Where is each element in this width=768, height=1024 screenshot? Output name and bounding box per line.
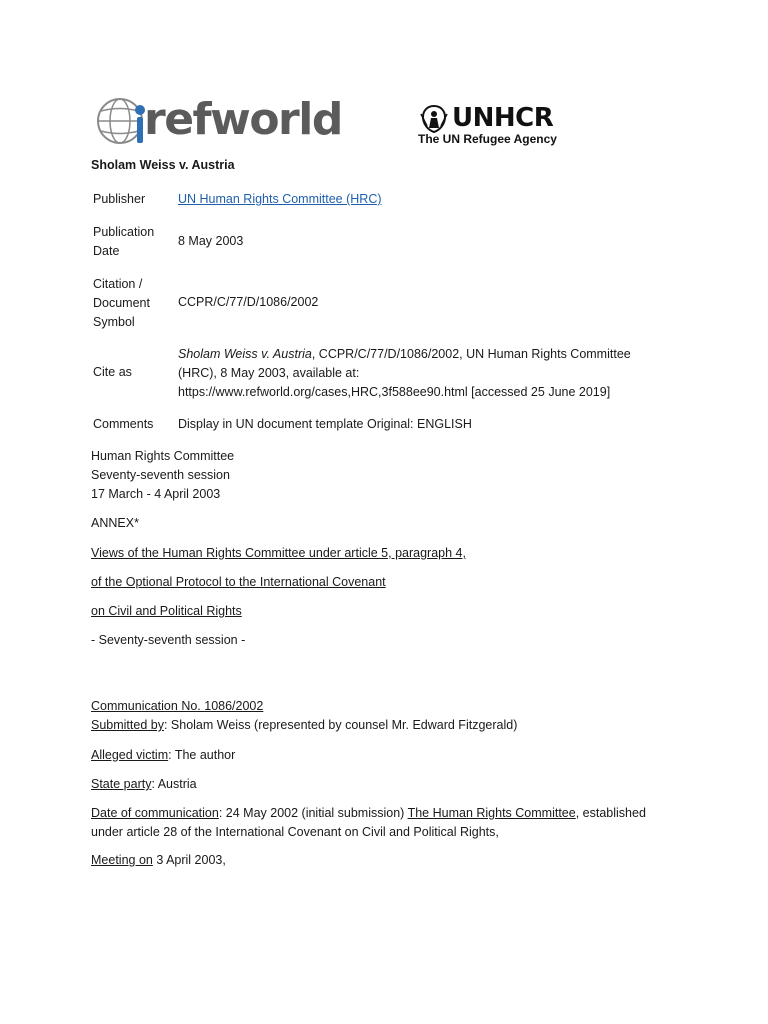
hrc-label: The Human Rights Committee — [407, 806, 576, 820]
state-label: State party — [91, 777, 152, 791]
submitted-by — [91, 716, 517, 735]
unhcr-emblem-icon — [418, 104, 450, 134]
refworld-logo[interactable] — [96, 94, 366, 150]
views-line-2: of the Optional Protocol to the International Covenant — [91, 575, 386, 589]
meeting-label: Meeting on — [91, 853, 153, 867]
communication-number: Communication No. 1086/2002 — [91, 699, 264, 713]
alleged-victim — [91, 746, 235, 765]
meta-label: Publisher — [93, 192, 146, 206]
cite-title: Sholam Weiss v. Austria — [178, 347, 312, 361]
unhcr-wordmark: UNHCR — [452, 103, 554, 133]
cite-rest: , CCPR/C/77/D/1086/2002, UN Human Rights Committee — [311, 347, 631, 361]
submitted-value: : Sholam Weiss (represented by counsel Mr. Edward Fitzgerald) — [163, 718, 518, 732]
unhcr-tagline: The UN Refugee Agency — [418, 132, 557, 146]
cite-line-2: (HRC), 8 May 2003, available at: — [178, 366, 360, 380]
communication-info — [91, 697, 517, 735]
state-party — [91, 775, 197, 794]
submitted-label: Submitted by — [91, 718, 164, 732]
meta-label: Citation / Document Symbol — [93, 277, 150, 329]
session-name: Seventy-seventh session — [91, 468, 230, 482]
meta-row-cite-as — [93, 345, 693, 403]
date-line-1 — [91, 804, 671, 823]
meta-value: CCPR/C/77/D/1086/2002 — [178, 295, 319, 309]
date-line-2: under article 28 of the International Covenant on Civil and Political Rights, — [91, 825, 499, 839]
meta-row-comments — [93, 415, 693, 435]
unhcr-logo[interactable] — [418, 104, 568, 148]
views-line-3: on Civil and Political Rights — [91, 604, 242, 618]
meta-value — [178, 190, 648, 209]
meta-value — [178, 345, 658, 402]
victim-value: : The author — [168, 748, 236, 762]
meta-value: Display in UN document template Original: ENGLISH — [178, 417, 472, 431]
refworld-wordmark: refworld — [144, 94, 342, 145]
state-value: : Austria — [151, 777, 197, 791]
victim-label: Alleged victim — [91, 748, 169, 762]
meta-value: 8 May 2003 — [178, 234, 244, 248]
meta-row-citation — [93, 275, 693, 333]
meta-label: Publication Date — [93, 225, 155, 258]
header-logos — [96, 94, 576, 154]
date-value: : 24 May 2002 (initial submission) — [218, 806, 408, 820]
hrc-value: , established — [575, 806, 646, 820]
cite-line-3: https://www.refworld.org/cases,HRC,3f588ee90.html [accessed 25 June 2019] — [178, 385, 611, 399]
date-of-communication — [91, 804, 671, 842]
committee-name: Human Rights Committee — [91, 449, 235, 463]
meta-row-publisher — [93, 190, 693, 210]
cite-line-1 — [178, 345, 658, 364]
date-label: Date of communication — [91, 806, 219, 820]
annex-heading: ANNEX* — [91, 516, 139, 530]
meeting-value: 3 April 2003, — [152, 853, 226, 867]
globe-icon — [96, 94, 146, 148]
meta-label: Cite as — [93, 365, 132, 379]
meeting-on — [91, 851, 226, 870]
meta-label: Comments — [93, 417, 154, 431]
session-dash: - Seventy-seventh session - — [91, 633, 246, 647]
publisher-link[interactable]: UN Human Rights Committee (HRC) — [178, 192, 382, 206]
document-title: Sholam Weiss v. Austria — [91, 158, 235, 172]
session-dates: 17 March - 4 April 2003 — [91, 487, 221, 501]
session-info — [91, 447, 234, 504]
views-line-1: Views of the Human Rights Committee under article 5, paragraph 4, — [91, 546, 466, 560]
meta-row-publication-date — [93, 223, 693, 263]
